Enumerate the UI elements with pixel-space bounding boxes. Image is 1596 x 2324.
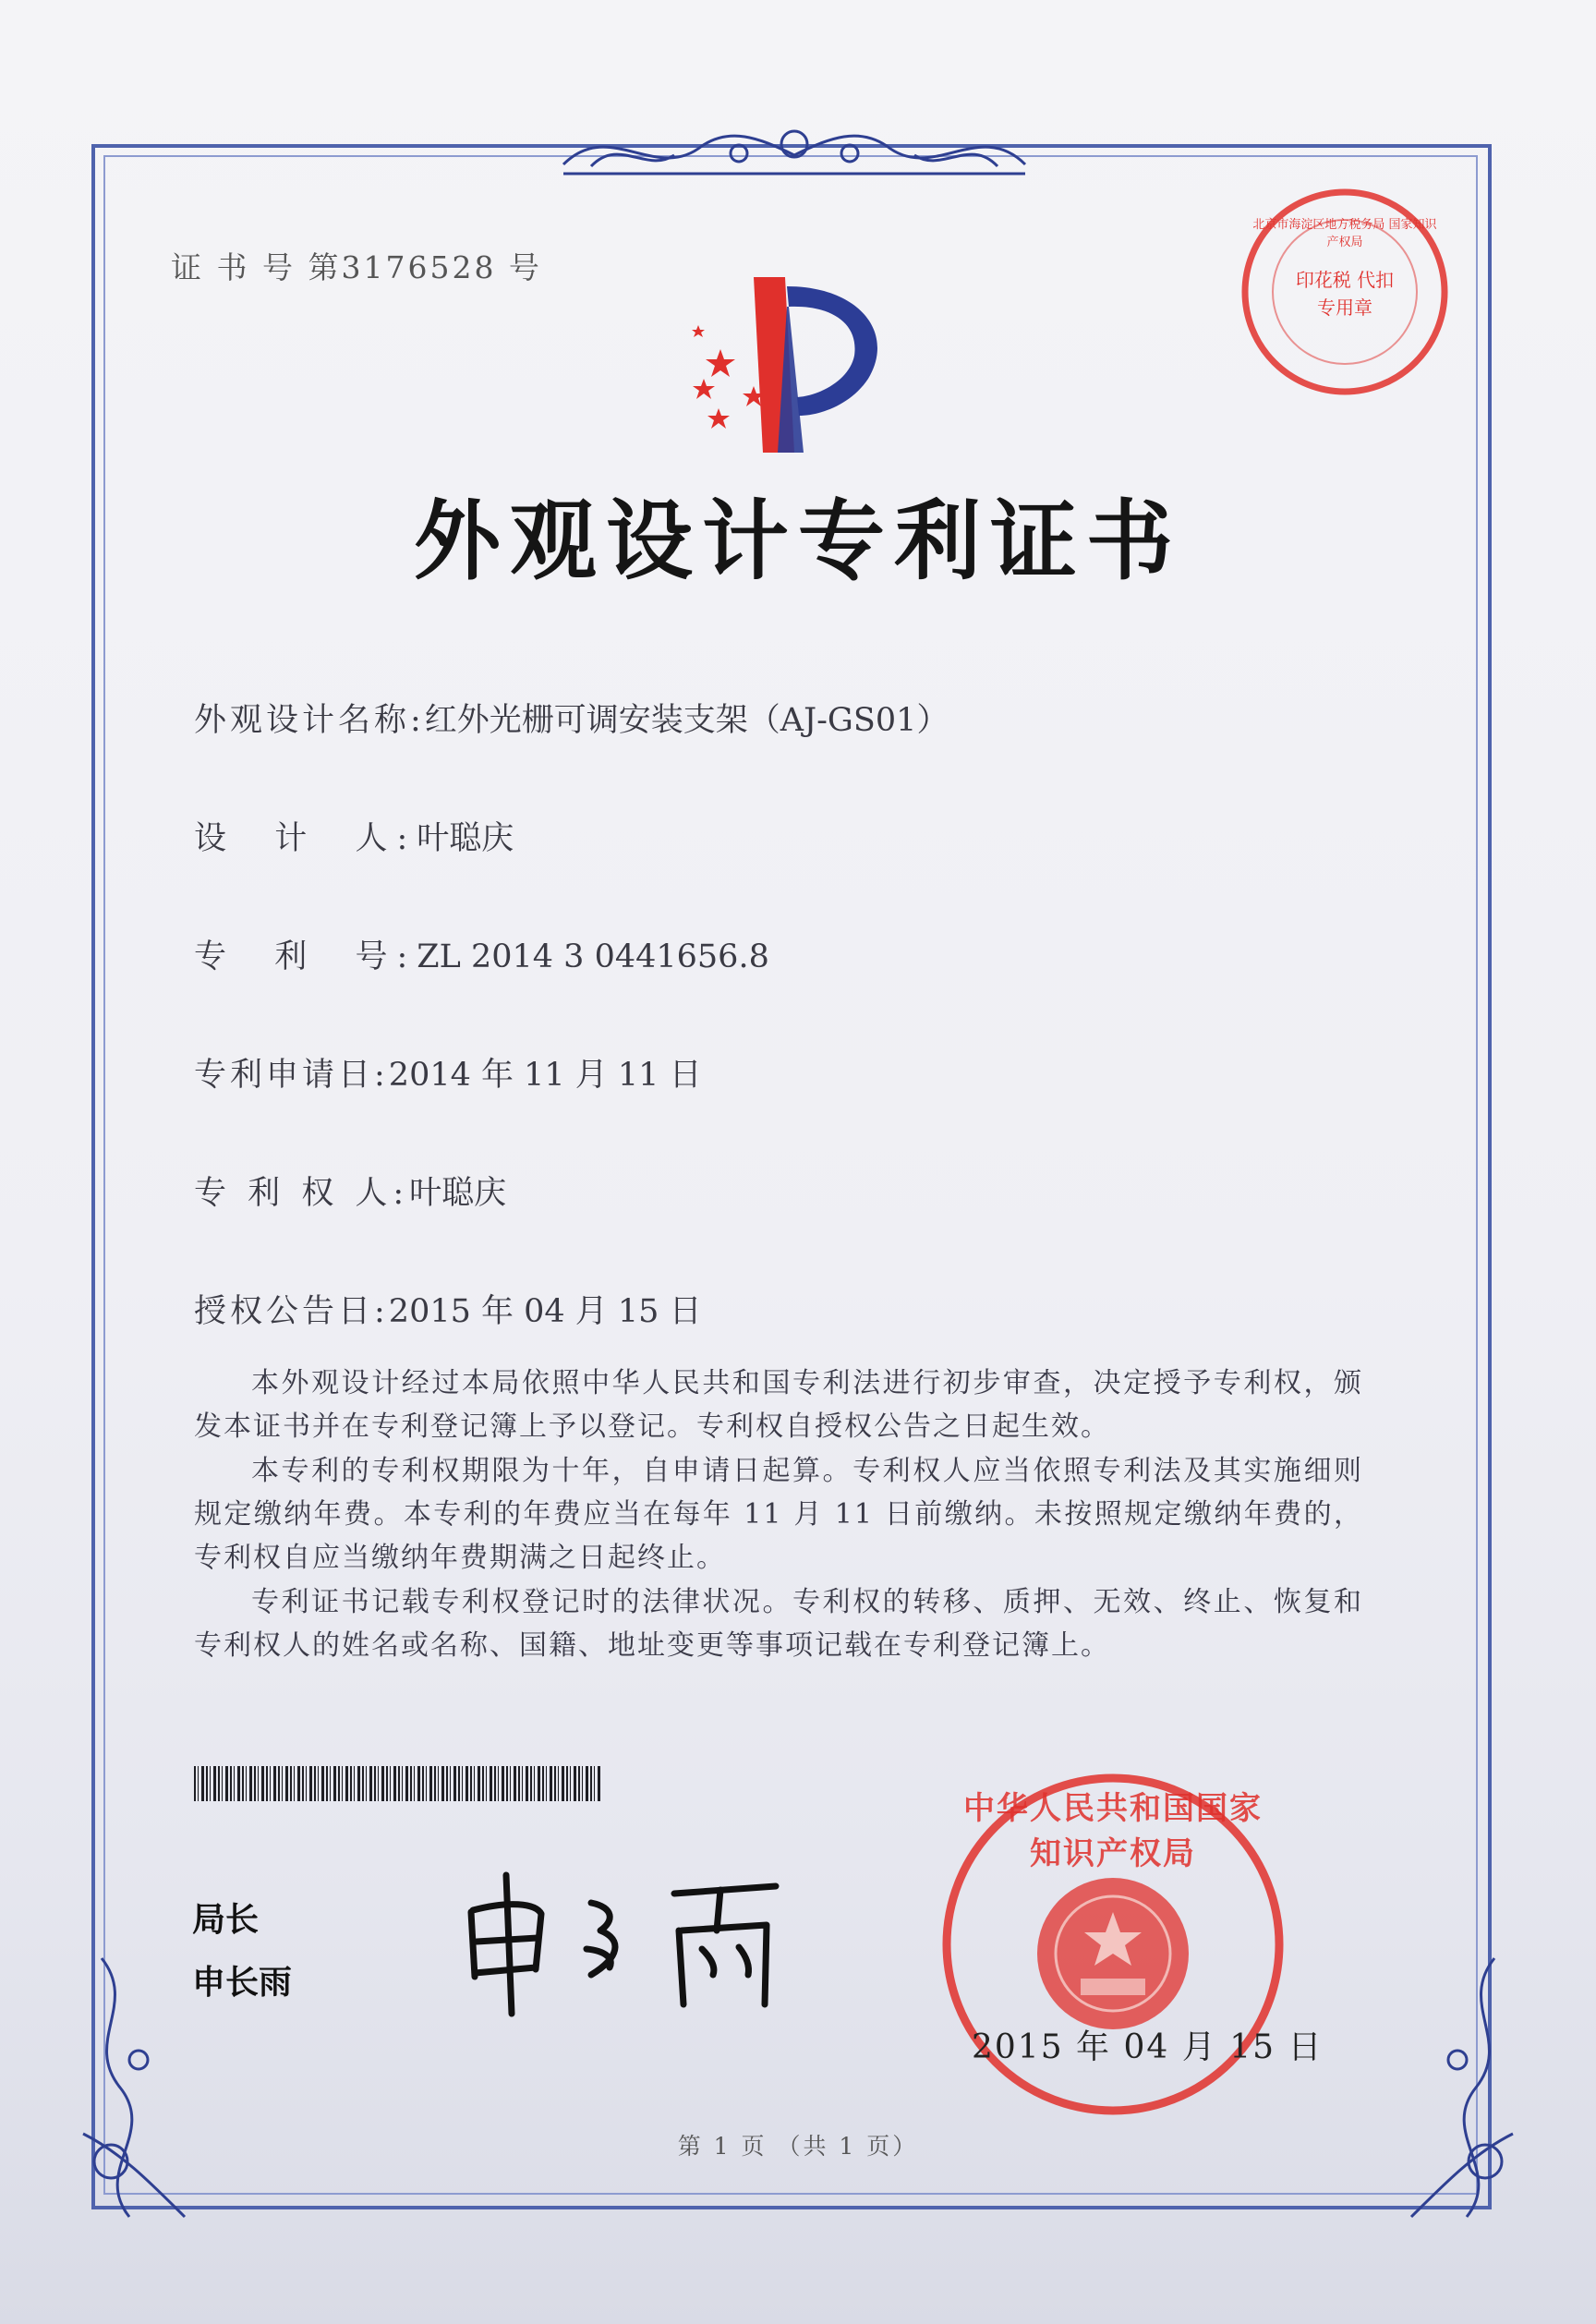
grant-date-value: 2015 年 04 月 15 日 — [388, 1293, 702, 1330]
page-title: 外观设计专利证书 — [413, 491, 1182, 592]
body-paragraph-3: 专利证书记载专利权登记时的法律状况。专利权的转移、质押、无效、终止、恢复和专利权人的姓名或名称、国籍、地址变更等事项记载在专利登记簿上。 — [194, 1586, 1363, 1662]
patentee-label: 专 利 权 人: — [194, 1175, 410, 1212]
patent-number-value: ZL 2014 3 0441656.8 — [417, 938, 769, 975]
tax-stamp-ring-text: 北京市海淀区地方税务局 国家知识产权局 — [1252, 218, 1437, 249]
body-paragraph-2: 本专利的专利权期限为十年，自申请日起算。专利权人应当依照专利法及其实施细则规定缴纳年费。本专利的年费应当在每年 11 月 11 日前缴纳。未按照规定缴纳年费的，专利权自应当缴纳年费期满之日起终止。 — [194, 1455, 1363, 1574]
designer-value: 叶聪庆 — [417, 820, 514, 857]
designer-row — [194, 813, 514, 859]
patentee-value: 叶聪庆 — [409, 1175, 507, 1212]
design-name-label: 外观设计名称: — [194, 702, 425, 739]
certificate-body — [194, 1362, 1363, 1668]
barcode — [194, 1766, 600, 1801]
seal-date: 2015 年 04 月 15 日 — [972, 2028, 1324, 2066]
grant-date-row — [194, 1286, 702, 1332]
patent-office-logo — [665, 268, 914, 462]
design-name-row — [194, 695, 949, 741]
filing-date-label: 专利申请日: — [194, 1057, 389, 1094]
tax-stamp-inner-text: 印花税 代扣专用章 — [1295, 269, 1395, 319]
page-number: 第 1 页 （共 1 页） — [677, 2133, 919, 2160]
top-ornament — [554, 109, 1034, 194]
filing-date-row — [194, 1049, 702, 1095]
bottom-right-ornament — [1374, 1949, 1531, 2226]
filing-date-value: 2014 年 11 月 11 日 — [388, 1057, 702, 1094]
patentee-row — [194, 1168, 506, 1214]
official-seal-text: 中华人民共和国国家知识产权局 — [963, 1790, 1263, 1872]
patent-number-row — [194, 931, 769, 977]
certificate-number: 证 书 号 第3176528 号 — [171, 249, 542, 285]
design-name-value: 红外光栅可调安装支架（AJ-GS01） — [424, 702, 949, 739]
grant-date-label: 授权公告日: — [194, 1293, 389, 1330]
body-paragraph-1: 本外观设计经过本局依照中华人民共和国专利法进行初步审查，决定授予专利权，颁发本证书并在专利登记簿上予以登记。专利权自授权公告之日起生效。 — [194, 1367, 1363, 1443]
patent-number-label: 专 利 号: — [194, 938, 417, 975]
director-signature — [453, 1866, 804, 2023]
director-title: 局长 — [192, 1901, 260, 1939]
designer-label: 设 计 人: — [194, 820, 417, 857]
director-name: 申长雨 — [192, 1964, 293, 2002]
